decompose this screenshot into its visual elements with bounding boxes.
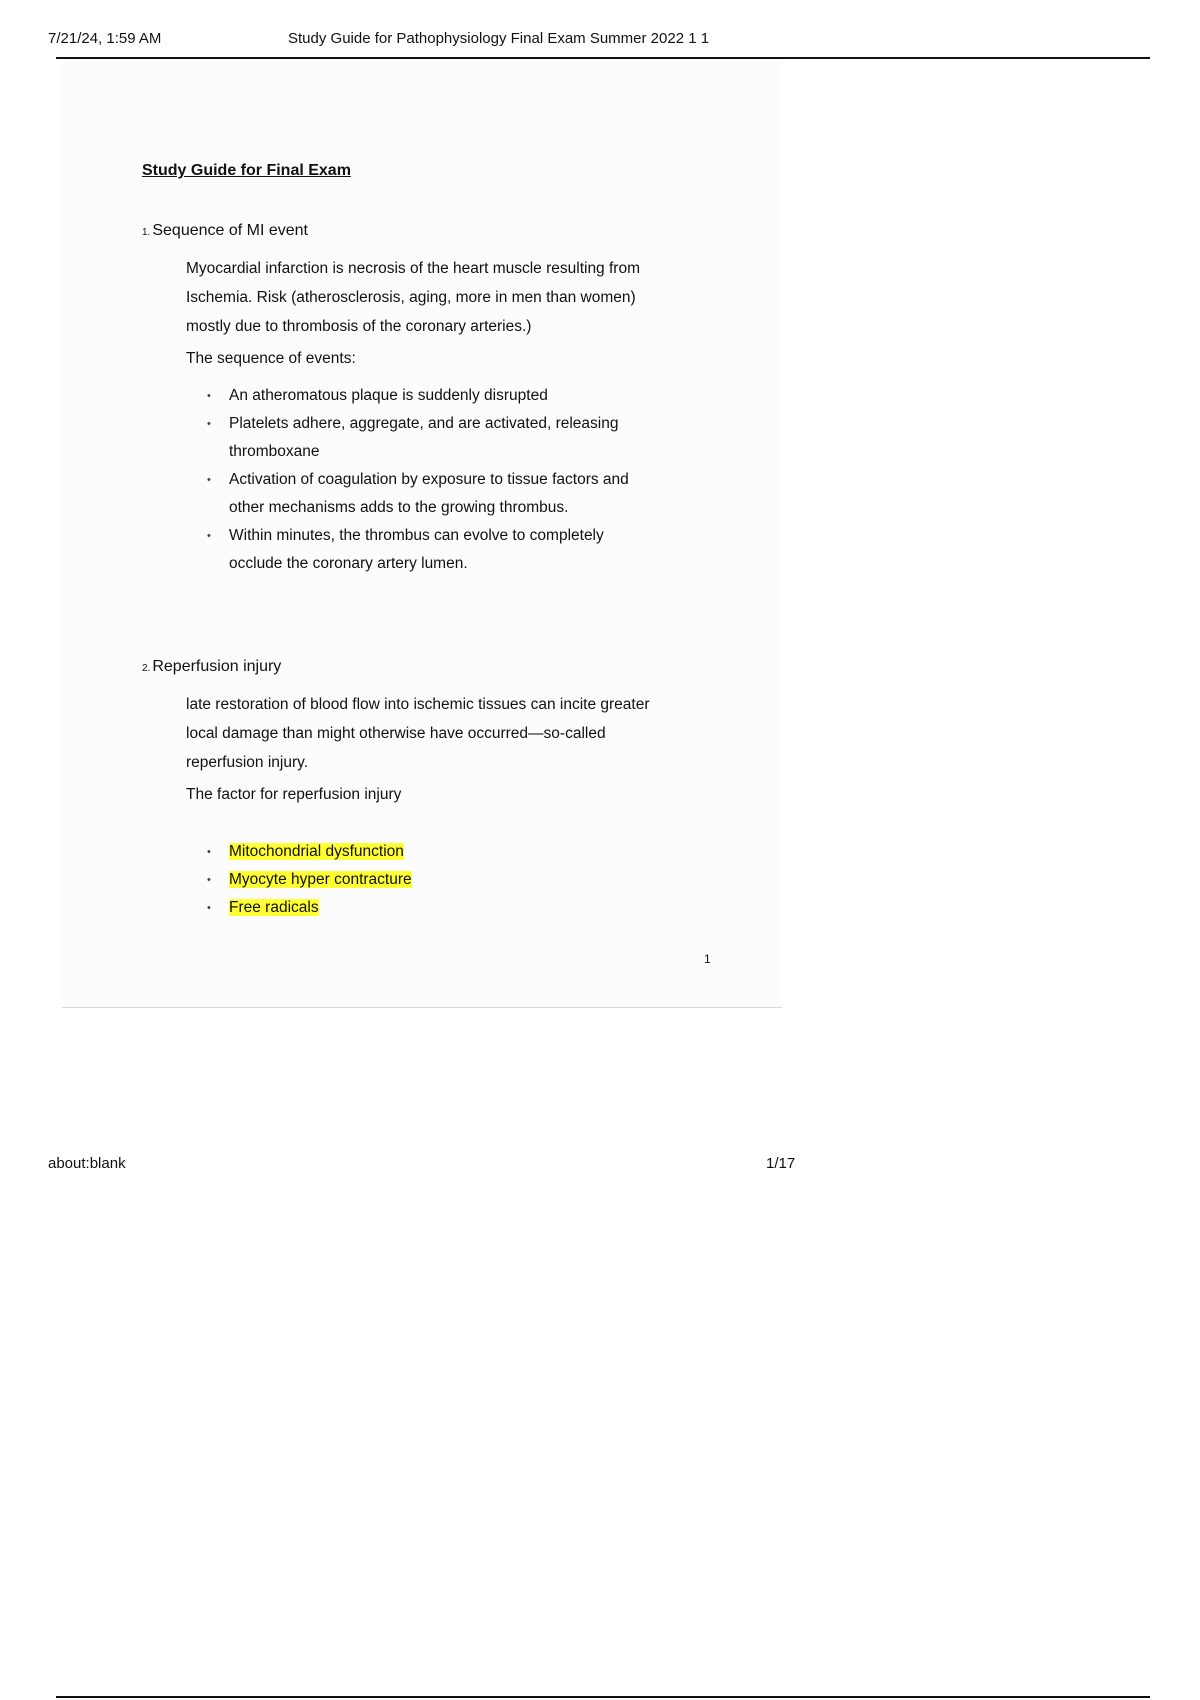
- list-item: [186, 466, 686, 522]
- section-heading: [142, 658, 281, 676]
- bullet-icon: •: [207, 390, 211, 402]
- list-item-text: other mechanisms adds to the growing thrombus.: [229, 499, 569, 516]
- list-item: [186, 838, 686, 866]
- list-item-text: An atheromatous plaque is suddenly disrupted: [229, 387, 548, 404]
- paragraph-line: late restoration of blood flow into ischemic tissues can incite greater: [186, 696, 650, 713]
- section-number: 1.: [142, 227, 151, 238]
- paragraph-line: reperfusion injury.: [186, 754, 309, 771]
- paragraph-line: Ischemia. Risk (atherosclerosis, aging, more in men than women): [186, 289, 636, 306]
- bullet-icon: •: [207, 474, 211, 486]
- print-url: about:blank: [48, 1155, 126, 1172]
- paragraph-line: local damage than might otherwise have occurred—so-called: [186, 725, 606, 742]
- section-heading: [142, 222, 308, 240]
- bullet-list: [186, 838, 686, 922]
- list-item: [186, 866, 686, 894]
- section-title: Sequence of MI event: [152, 222, 308, 239]
- print-document-title: Study Guide for Pathophysiology Final Exam Summer 2022 1 1: [288, 30, 710, 47]
- list-item: [186, 410, 686, 466]
- paragraph: [186, 254, 706, 341]
- bullet-icon: •: [207, 418, 211, 430]
- header-divider: [56, 57, 1150, 59]
- bullet-icon: •: [207, 846, 211, 858]
- print-date: 7/21/24, 1:59 AM: [48, 30, 162, 47]
- doc-title: Study Guide for Final Exam: [142, 162, 351, 179]
- print-page-count: 1/17: [766, 1155, 796, 1172]
- list-item: [186, 522, 686, 578]
- subheading: The factor for reperfusion injury: [186, 786, 402, 803]
- section-title: Reperfusion injury: [152, 658, 282, 675]
- section-number: 2.: [142, 663, 151, 674]
- print-header: [48, 30, 1148, 60]
- document-page: [62, 62, 782, 1008]
- bottom-divider: [56, 1696, 1150, 1698]
- list-item-text: Platelets adhere, aggregate, and are activated, releasing: [229, 415, 619, 432]
- bullet-icon: •: [207, 530, 211, 542]
- highlighted-text: Myocyte hyper contracture: [229, 871, 412, 888]
- bullet-list: [186, 382, 686, 578]
- page-number: 1: [704, 952, 711, 966]
- subheading: The sequence of events:: [186, 350, 356, 367]
- bullet-icon: •: [207, 902, 211, 914]
- list-item-text: thromboxane: [229, 443, 320, 460]
- highlighted-text: Mitochondrial dysfunction: [229, 843, 404, 860]
- list-item: [186, 894, 686, 922]
- paragraph: [186, 690, 706, 777]
- list-item-text: Activation of coagulation by exposure to tissue factors and: [229, 471, 629, 488]
- list-item-text: occlude the coronary artery lumen.: [229, 555, 468, 572]
- list-item: [186, 382, 686, 410]
- bullet-icon: •: [207, 874, 211, 886]
- list-item-text: Within minutes, the thrombus can evolve to completely: [229, 527, 604, 544]
- paragraph-line: mostly due to thrombosis of the coronary arteries.): [186, 318, 532, 335]
- highlighted-text: Free radicals: [229, 899, 319, 916]
- paragraph-line: Myocardial infarction is necrosis of the heart muscle resulting from: [186, 260, 640, 277]
